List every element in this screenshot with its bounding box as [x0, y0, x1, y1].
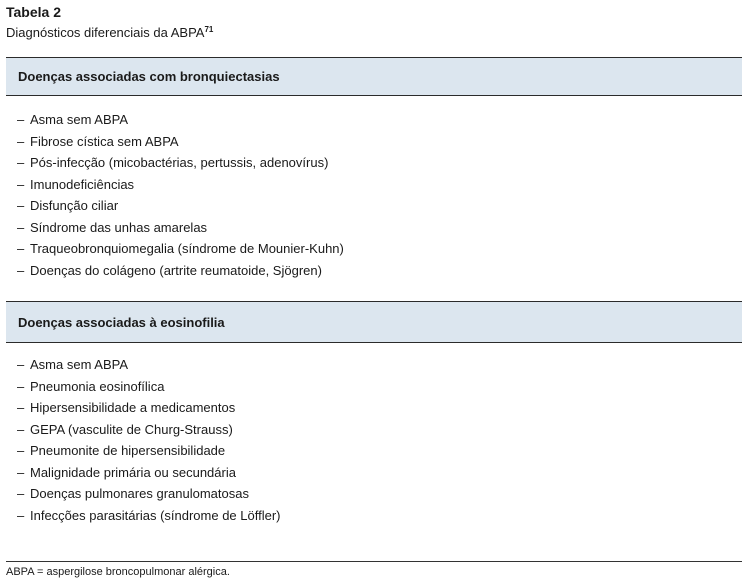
- list-marker: –: [17, 155, 25, 170]
- list-item: – Pneumonite de hipersensibilidade: [17, 440, 281, 462]
- list-item: – GEPA (vasculite de Churg-Strauss): [17, 419, 281, 441]
- eosinophilia-list: [17, 354, 281, 526]
- list-marker: –: [17, 198, 25, 213]
- caption-text: Diagnósticos diferenciais da ABPA: [6, 25, 205, 40]
- list-marker: –: [17, 443, 25, 458]
- list-item: – Infecções parasitárias (síndrome de Löffler): [17, 505, 281, 527]
- list-item: – Malignidade primária ou secundária: [17, 462, 281, 484]
- list-item: – Traqueobronquiomegalia (síndrome de Mounier-Kuhn): [17, 238, 344, 260]
- list-item: – Hipersensibilidade a medicamentos: [17, 397, 281, 419]
- list-marker: –: [17, 378, 25, 394]
- list-item: – Síndrome das unhas amarelas: [17, 217, 344, 239]
- footnote-divider: [6, 561, 742, 562]
- list-item: – Asma sem ABPA: [17, 109, 344, 131]
- list-marker: –: [17, 507, 25, 523]
- footnote: ABPA = aspergilose broncopulmonar alérgica.: [6, 566, 230, 578]
- list-marker: –: [17, 112, 25, 127]
- list-marker: –: [17, 262, 25, 278]
- list-item: – Asma sem ABPA: [17, 354, 281, 376]
- list-item: – Doenças do colágeno (artrite reumatoide, Sjögren): [17, 260, 344, 282]
- list-marker: –: [17, 219, 25, 235]
- bronchiectasis-list: [17, 109, 344, 281]
- section-header-label: Doenças associadas à eosinofilia: [18, 315, 225, 330]
- table-title-block: [6, 4, 213, 41]
- table-label: Tabela 2: [6, 4, 61, 20]
- table-caption: [6, 21, 213, 41]
- list-item: – Pós-infecção (micobactérias, pertussis, adenovírus): [17, 152, 344, 174]
- list-marker: –: [17, 486, 25, 501]
- list-marker: –: [17, 421, 25, 437]
- list-item: – Pneumonia eosinofílica: [17, 376, 281, 398]
- caption-reference: 71: [204, 25, 214, 34]
- list-item: – Doenças pulmonares granulomatosas: [17, 483, 281, 505]
- list-item: – Fibrose cística sem ABPA: [17, 131, 344, 153]
- section-header-bronchiectasis: [6, 57, 742, 96]
- list-marker: –: [17, 357, 25, 372]
- list-marker: –: [17, 176, 25, 192]
- section-header-eosinophilia: [6, 301, 742, 343]
- list-marker: –: [17, 400, 25, 415]
- section-header-label: Doenças associadas com bronquiectasias: [18, 69, 280, 84]
- list-item: – Imunodeficiências: [17, 174, 344, 196]
- list-marker: –: [17, 464, 25, 480]
- list-item: – Disfunção ciliar: [17, 195, 344, 217]
- list-marker: –: [17, 241, 25, 256]
- list-marker: –: [17, 133, 25, 149]
